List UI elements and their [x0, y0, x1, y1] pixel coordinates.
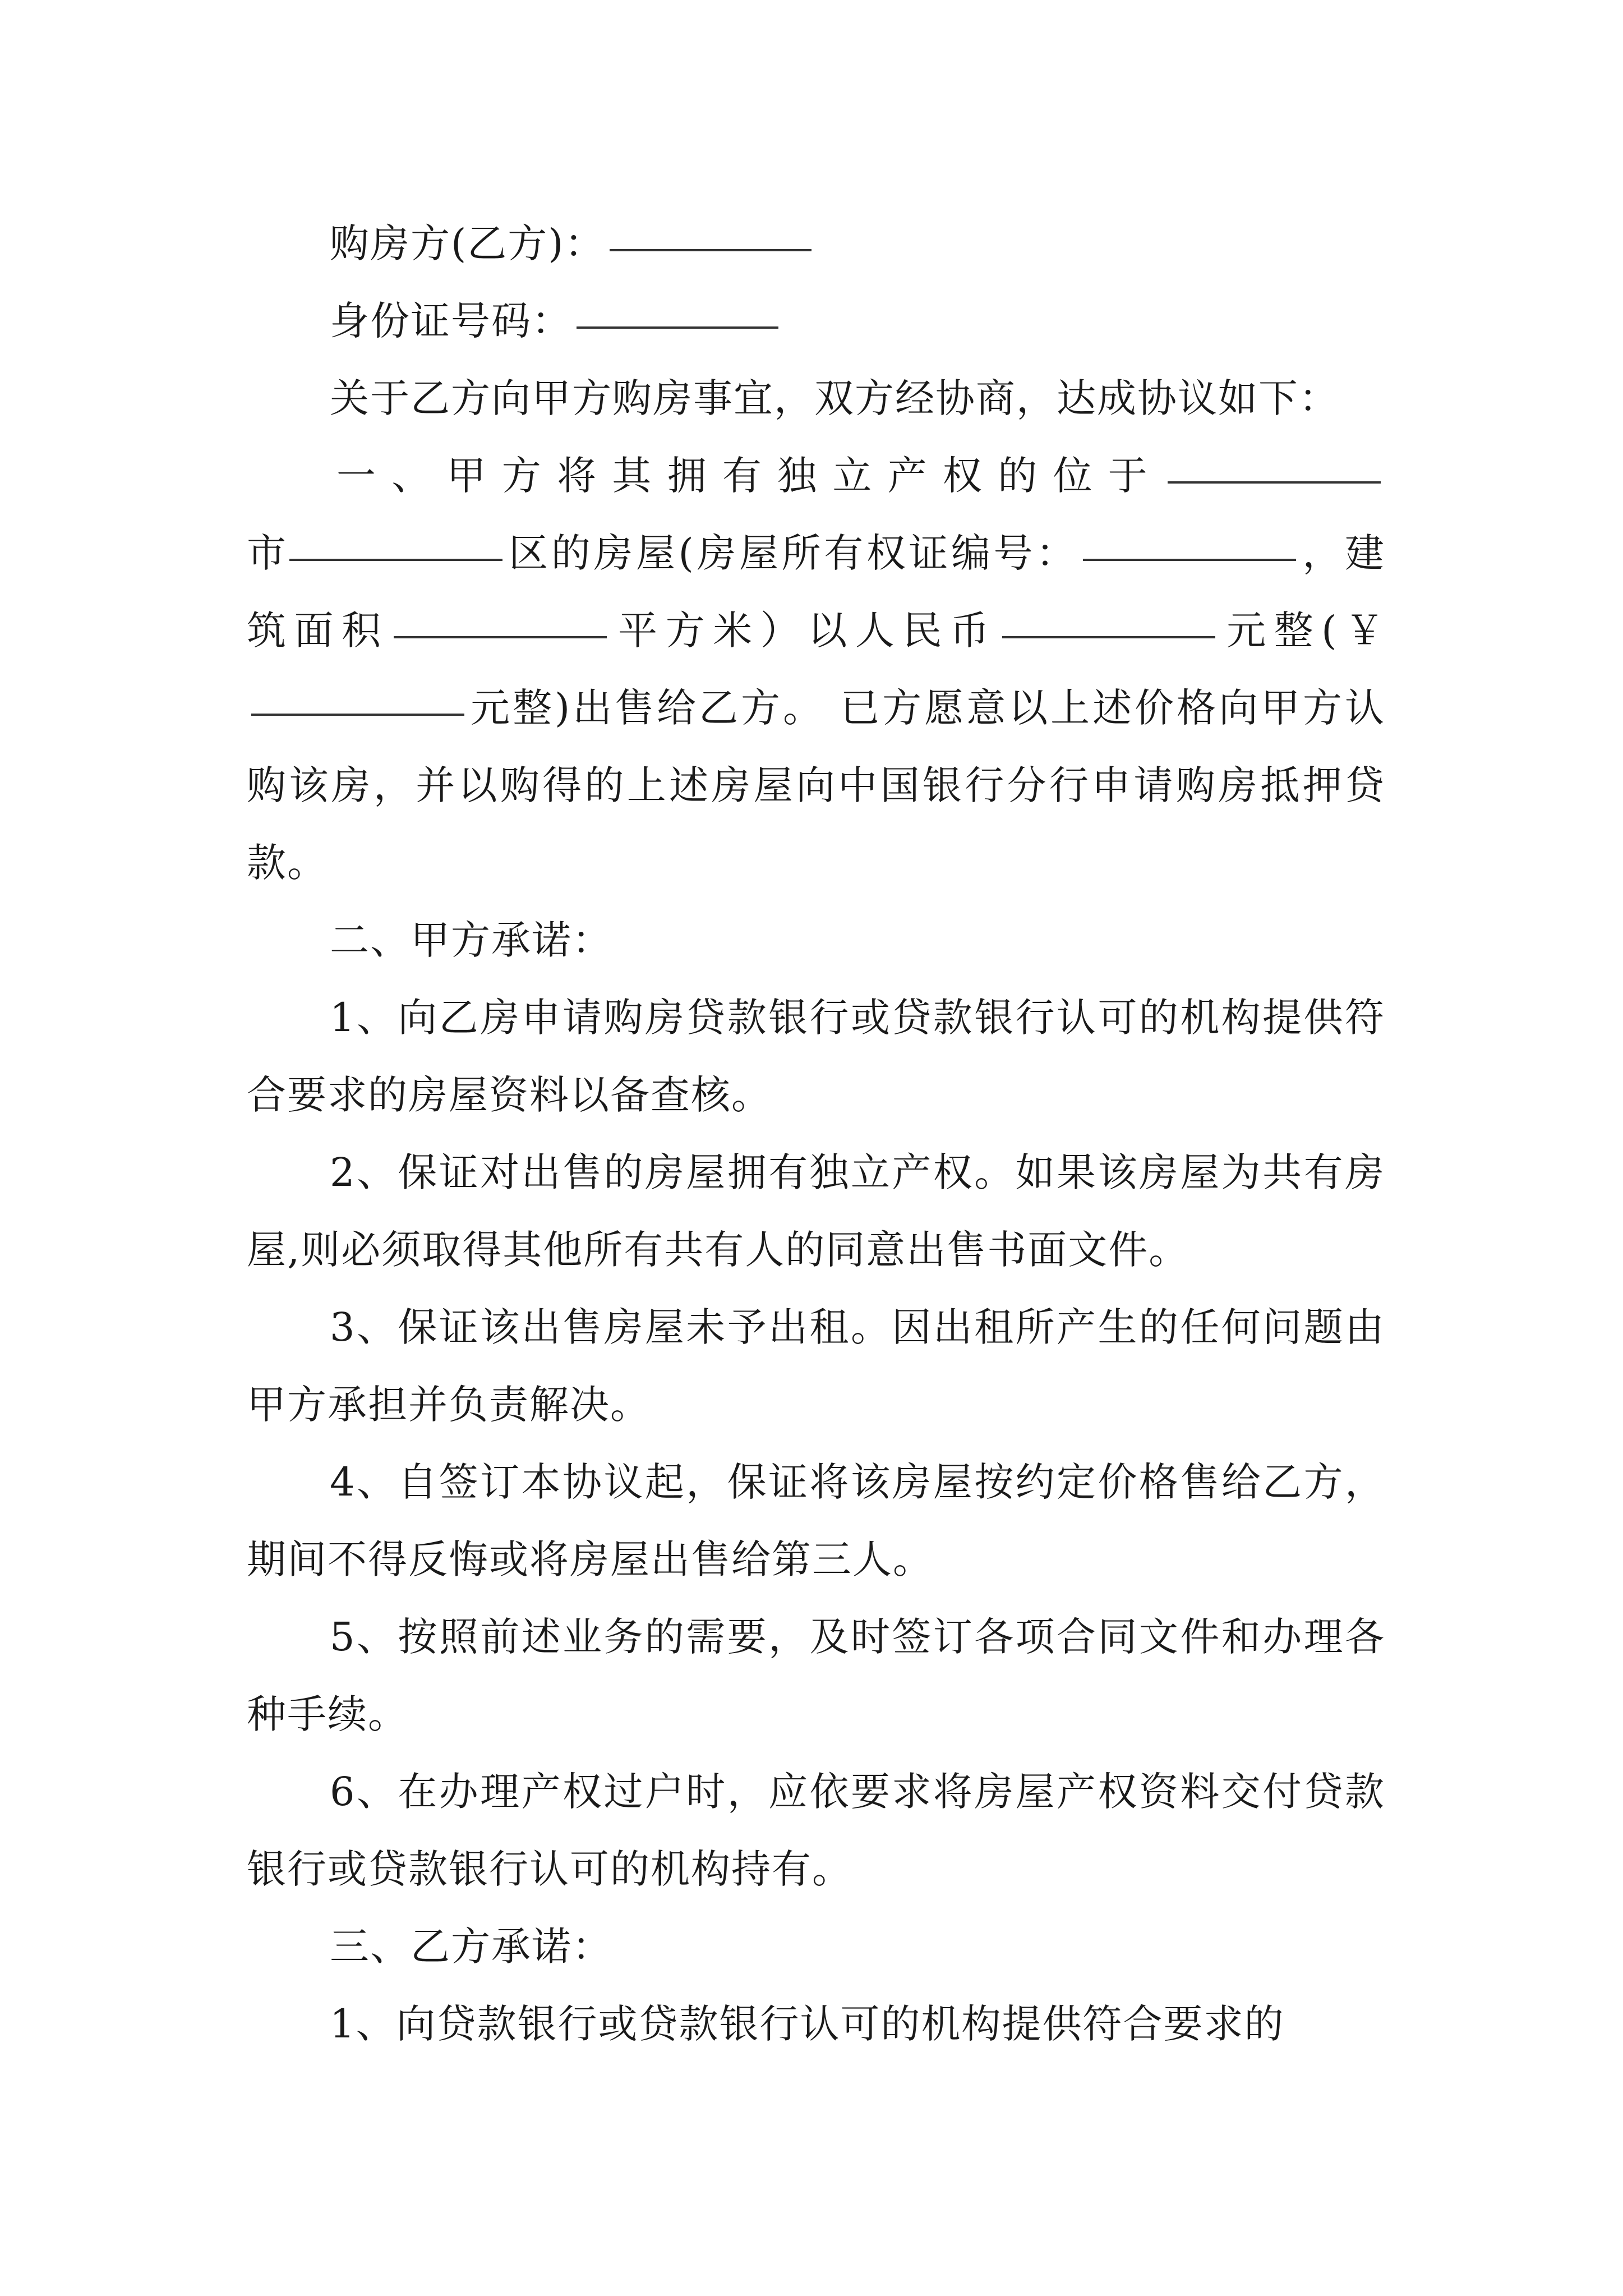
intro-paragraph: 关于乙方向甲方购房事宜，双方经协商，达成协议如下：	[330, 375, 1339, 421]
area-blank[interactable]	[394, 636, 607, 638]
certificate-blank[interactable]	[1083, 558, 1296, 561]
id-line	[247, 282, 1385, 360]
id-blank[interactable]	[577, 326, 778, 329]
price-number-blank[interactable]	[251, 713, 464, 716]
section-2-item: 2、保证对出售的房屋拥有独立产权。如果该房屋为共有房屋,则必须取得其他所有共有人的同意出售书面文件。	[247, 1149, 1385, 1273]
district-blank[interactable]	[289, 558, 502, 561]
section-2-item: 3、保证该出售房屋未予出租。因出租所产生的任何问题由甲方承担并负责解决。	[247, 1304, 1385, 1428]
buyer-blank[interactable]	[610, 249, 811, 251]
agreement-body	[247, 205, 1385, 2063]
buyer-label: 购房方(乙方)：	[330, 220, 605, 266]
price-words-blank[interactable]	[1002, 636, 1215, 638]
clause-1-part2: 市	[247, 530, 289, 576]
section-2-item: 1、向乙房申请购房贷款银行或贷款银行认可的机构提供符合要求的房屋资料以备查核。	[247, 995, 1385, 1118]
section-2-item: 6、在办理产权过户时，应依要求将房屋产权资料交付贷款银行或贷款银行认可的机构持有。	[247, 1769, 1385, 1892]
section-2-item: 4、自签订本协议起，保证将该房屋按约定价格售给乙方，期间不得反悔或将房屋出售给第三人。	[247, 1459, 1385, 1582]
clause-1-part3: 区的房屋(房屋所有权证编号：	[506, 530, 1078, 576]
clause-1-part5: 平方米）以人民币	[611, 608, 998, 654]
section-3-title: 三、乙方承诺：	[330, 1924, 612, 1970]
clause-1-part4: ，建筑面积	[247, 530, 1385, 654]
buyer-line	[247, 205, 1385, 282]
clause-1-part1: 一、甲方将其拥有独立产权的位于	[336, 453, 1163, 499]
clause-1-part6: 元整(￥	[1219, 608, 1386, 654]
id-label: 身份证号码：	[330, 298, 572, 344]
clause-1-part7: 元整)出售给乙方。 已方愿意以上述价格向甲方认购该房，并以购得的上述房屋向中国银行分行申请购房抵押贷款。	[247, 685, 1385, 886]
section-3-item: 1、向贷款银行或贷款银行认可的机构提供符合要求的	[330, 2001, 1285, 2047]
clause-1-paragraph	[247, 437, 1385, 901]
section-2-item: 5、按照前述业务的需要，及时签订各项合同文件和办理各种手续。	[247, 1614, 1385, 1737]
section-2-title: 二、甲方承诺：	[330, 917, 612, 963]
city-blank[interactable]	[1168, 481, 1381, 484]
